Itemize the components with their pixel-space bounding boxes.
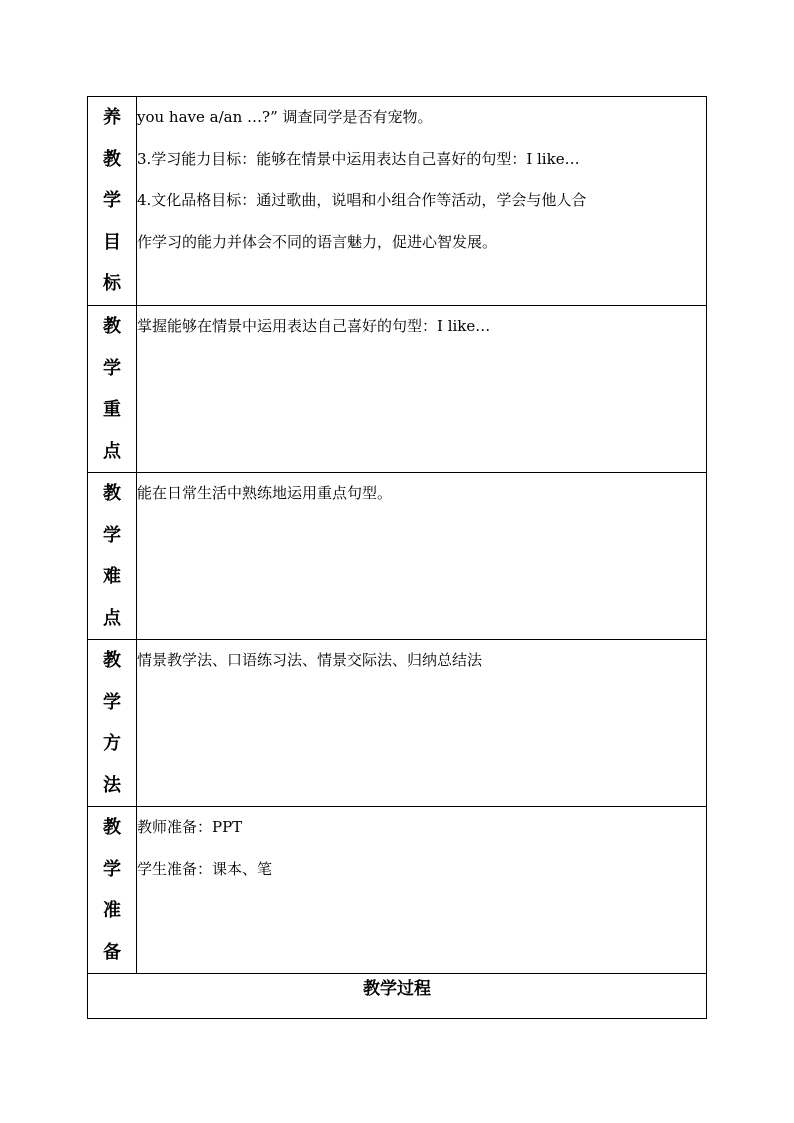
text-line: 4.文化品格目标：通过歌曲，说唱和小组合作等活动，学会与他人合 [137,191,587,209]
row-label-methods [88,640,137,807]
label-char: 点 [103,440,121,462]
lesson-plan-table [87,96,707,1019]
row-label-key-points [88,306,137,473]
label-char: 教 [103,650,121,671]
text-line: 学生准备：课本、笔 [137,859,273,878]
key-points-content [137,306,707,473]
label-char: 养 [103,107,121,128]
methods-content [137,640,707,807]
text-line: 掌握能够在情景中运用表达自己喜好的句型：I like… [137,317,491,335]
label-char: 目 [103,231,121,253]
label-char: 学 [103,858,121,880]
label-char: 难 [103,566,121,587]
row-difficulties [88,473,707,640]
label-char: 学 [103,190,121,211]
text-line: 3.学习能力目标：能够在情景中运用表达自己喜好的句型：I like… [137,149,580,168]
label-char: 重 [103,399,121,420]
label-char: 教 [103,817,121,838]
row-key-points [88,306,707,473]
row-methods [88,640,707,807]
text-line: 情景教学法、口语练习法、情景交际法、归纳总结法 [137,651,483,669]
text-line: 作学习的能力并体会不同的语言魅力，促进心智发展。 [137,232,498,251]
text-line: 能在日常生活中熟练地运用重点句型。 [137,484,393,502]
label-char: 备 [103,941,121,963]
label-char: 标 [103,273,121,294]
label-char: 教 [103,483,121,504]
label-char: 学 [103,357,121,379]
text-line: 教师准备：PPT [137,818,243,836]
label-char: 学 [103,691,121,713]
label-char: 教 [103,316,121,337]
label-char: 点 [103,607,121,629]
row-label-difficulties [88,473,137,640]
preparation-content [137,807,707,974]
label-char: 教 [103,148,121,170]
label-char: 方 [103,733,121,754]
row-preparation [88,807,707,974]
row-objectives [88,97,707,306]
label-char: 学 [103,524,121,546]
process-title: 教学过程 [88,974,707,1019]
row-process-header [88,974,707,1019]
row-label-preparation [88,807,137,974]
label-char: 准 [103,900,121,921]
objectives-content [137,97,707,306]
difficulties-content [137,473,707,640]
label-char: 法 [103,774,121,796]
text-line: you have a/an …?” 调查同学是否有宠物。 [137,108,433,126]
row-label-objectives [88,97,137,306]
